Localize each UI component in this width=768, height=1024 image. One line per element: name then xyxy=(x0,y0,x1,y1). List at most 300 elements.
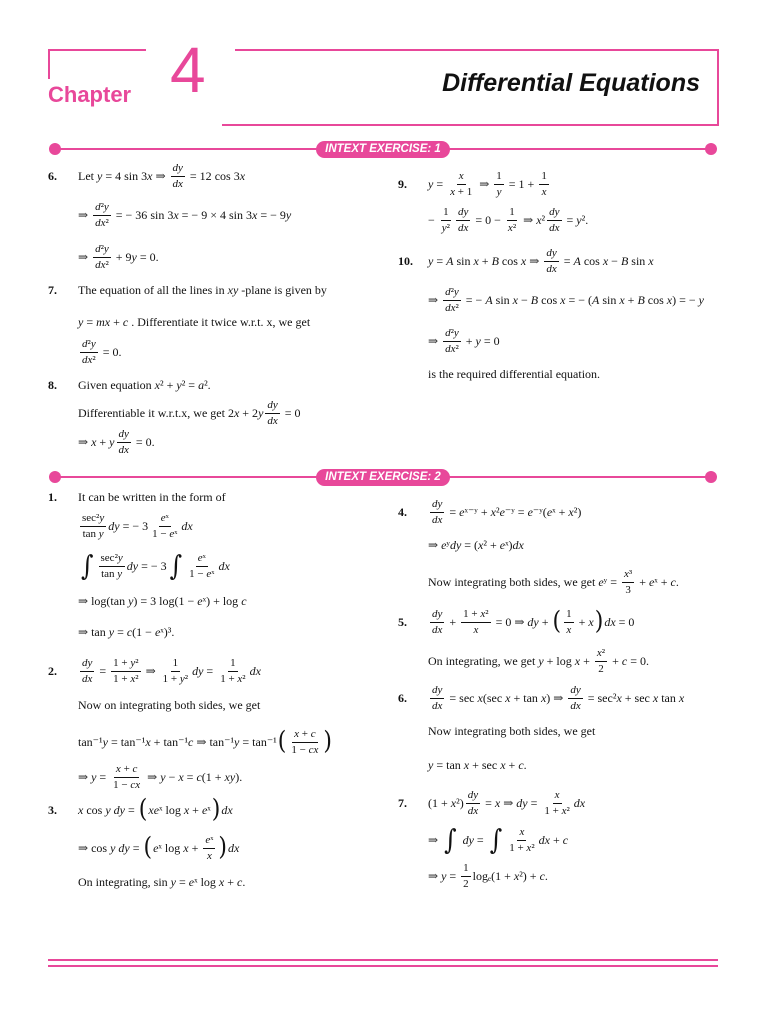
fraction-denominator xyxy=(430,623,444,637)
math-variable: d xyxy=(113,802,120,817)
math-variable: x xyxy=(494,795,501,810)
math-variable: x xyxy=(206,849,212,862)
text-run: The equation of all the lines in xyxy=(78,282,228,297)
fraction-numerator: 1 + y² xyxy=(111,657,140,672)
big-parenthesis: ) xyxy=(594,607,604,636)
math-variable: y xyxy=(178,161,183,174)
math-variable: x xyxy=(473,804,479,817)
math-function: sin xyxy=(124,168,139,183)
math-expression: ⇒ xyxy=(428,292,442,307)
fraction-numerator xyxy=(466,789,480,804)
text-run: Let xyxy=(78,168,97,183)
math-variable: y xyxy=(103,242,109,255)
math-variable: d xyxy=(82,353,88,366)
math-variable: y xyxy=(473,788,479,801)
fraction-denominator: 3 xyxy=(625,583,631,596)
math-variable: d xyxy=(462,832,469,847)
math-variable: x xyxy=(666,292,673,307)
math-variable: x xyxy=(507,221,513,234)
math-expression: (1 + x²) xyxy=(428,795,464,810)
math-variable: c xyxy=(237,874,243,889)
math-variable: x xyxy=(473,623,479,636)
math-variable: d xyxy=(549,205,555,218)
math-expression: y = 4 sin 3x ⇒ xyxy=(97,168,169,183)
fraction-numerator: x + c xyxy=(114,763,140,778)
math-variable: x xyxy=(255,663,261,678)
math-expression: ⇒ xyxy=(78,249,92,264)
math-expression: x cos y dy = xyxy=(78,802,138,817)
fraction xyxy=(80,338,98,366)
math-variable: y xyxy=(463,205,469,218)
math-variable: x xyxy=(173,207,179,222)
text-run: -plane is given by xyxy=(238,282,327,297)
section-divider-dot-right xyxy=(705,143,717,155)
math-expression: = 0 xyxy=(281,405,301,420)
math-variable: y xyxy=(130,656,136,669)
fraction-denominator: x² xyxy=(507,221,517,234)
integral-sign: ∫ xyxy=(444,823,457,857)
math-variable: x xyxy=(450,795,457,810)
math-variable: B xyxy=(620,253,629,268)
math-variable: y xyxy=(272,398,278,411)
fraction-denominator xyxy=(265,414,279,428)
math-variable: d xyxy=(228,840,235,855)
math-variable: d xyxy=(449,537,456,552)
math-variable: c xyxy=(539,868,545,883)
math-expression: eˣ log x + xyxy=(153,840,202,855)
fraction xyxy=(568,684,582,712)
math-variable: d xyxy=(445,326,451,339)
fraction-denominator: 1 − cx xyxy=(291,743,319,756)
math-variable: x xyxy=(294,727,299,740)
math-function: sin xyxy=(602,292,617,307)
fraction-denominator xyxy=(99,567,124,581)
fraction-numerator: d²y xyxy=(93,243,111,258)
text-run: . Differentiate it twice w.r.t. x, we get xyxy=(128,314,311,329)
fraction xyxy=(218,657,247,685)
math-variable: d xyxy=(95,200,101,213)
math-variable: y xyxy=(110,840,116,855)
math-variable: x xyxy=(87,672,93,685)
math-variable: x xyxy=(87,353,93,366)
fraction-numerator xyxy=(430,684,444,699)
math-function: sin xyxy=(456,253,471,268)
fraction-numerator xyxy=(117,428,131,443)
fraction-denominator xyxy=(430,699,444,713)
math-expression: eʸ = xyxy=(598,574,620,589)
math-variable: y xyxy=(232,282,239,297)
math-expression: x² + y² = a² xyxy=(154,377,208,392)
math-variable: x xyxy=(623,567,629,580)
math-function: sin xyxy=(150,207,165,222)
math-expression: y = mx + c xyxy=(78,314,129,329)
math-variable: d xyxy=(570,699,576,712)
fraction-numerator xyxy=(547,206,561,221)
math-expression: ⇒ log(tan y) = 3 log(1 − eˣ) + log c xyxy=(78,593,247,608)
math-variable: y xyxy=(179,672,185,685)
math-variable: e xyxy=(201,802,208,817)
fraction-numerator xyxy=(457,170,466,185)
chapter-number: 4 xyxy=(170,34,206,106)
math-variable: d xyxy=(457,221,464,234)
chapter-label: Chapter xyxy=(48,82,132,107)
math-variable: c xyxy=(621,653,628,668)
fraction-denominator xyxy=(564,623,573,637)
math-function: log xyxy=(222,593,239,608)
math-expression: ⇒ xyxy=(78,207,92,222)
math-function: log xyxy=(91,593,107,608)
math-variable: y xyxy=(105,802,111,817)
math-expression: dy = xyxy=(462,832,487,847)
math-variable: e xyxy=(527,504,533,519)
math-variable: x xyxy=(227,282,233,297)
math-variable: x xyxy=(100,216,106,229)
math-function: tan xyxy=(523,690,538,705)
section-divider-dot-left xyxy=(49,143,61,155)
math-variable: x xyxy=(540,690,547,705)
math-function: tan xyxy=(163,734,179,749)
math-variable: y xyxy=(575,683,581,696)
math-variable: e xyxy=(197,593,203,608)
math-variable: d xyxy=(118,443,124,456)
math-variable: d xyxy=(549,221,555,234)
math-variable: y xyxy=(132,558,139,573)
fraction-numerator: 1 xyxy=(228,657,238,672)
math-function: tan xyxy=(91,624,106,639)
math-variable: y xyxy=(496,185,502,198)
math-variable: x xyxy=(91,434,97,449)
math-function: sin xyxy=(631,253,646,268)
math-variable: d xyxy=(512,537,519,552)
math-expression: ⇒ x² xyxy=(520,212,546,227)
fraction-numerator: d²y xyxy=(443,327,461,342)
fraction-numerator xyxy=(430,608,444,623)
math-variable: c xyxy=(562,832,569,847)
math-variable: x xyxy=(648,253,654,268)
fraction-numerator xyxy=(544,247,558,262)
math-expression xyxy=(250,664,261,679)
math-variable: x xyxy=(237,672,243,685)
fraction xyxy=(80,657,94,685)
math-variable: e xyxy=(598,574,604,589)
math-variable: e xyxy=(499,504,505,519)
fraction-numerator: d²y xyxy=(93,201,111,216)
math-variable: x xyxy=(458,169,464,182)
math-variable: e xyxy=(197,551,203,564)
math-variable: y xyxy=(176,377,182,392)
math-variable: y xyxy=(538,653,544,668)
fraction-denominator: dx² xyxy=(82,353,96,366)
math-variable: e xyxy=(160,511,166,524)
integral-sign: ∫ xyxy=(169,549,183,583)
math-function: sin xyxy=(228,207,243,222)
math-function: sec xyxy=(481,757,498,772)
fraction-denominator xyxy=(430,513,444,527)
text-run: Differentiable it w.r.t.x, we get xyxy=(78,405,228,420)
math-variable: x xyxy=(437,513,443,526)
math-variable: d xyxy=(432,623,438,636)
math-variable: c xyxy=(310,727,316,740)
math-variable: c xyxy=(196,769,202,784)
math-variable: x xyxy=(551,262,557,275)
math-variable: x xyxy=(313,743,319,756)
math-variable: y xyxy=(455,537,462,552)
math-variable: e xyxy=(546,504,553,519)
math-variable: a xyxy=(198,377,205,392)
big-parenthesis: ( xyxy=(277,727,287,756)
math-variable: y xyxy=(198,663,204,678)
math-variable: y xyxy=(533,614,539,629)
math-expression: xeˣ log x + eˣ xyxy=(148,802,211,817)
text-run: . xyxy=(207,377,211,392)
math-variable: x xyxy=(183,802,190,817)
math-variable: d xyxy=(249,663,256,678)
fraction-denominator xyxy=(80,672,94,686)
math-variable: e xyxy=(441,537,447,552)
math-variable: c xyxy=(132,762,138,775)
math-expression: = y². xyxy=(563,212,589,227)
math-variable: e xyxy=(205,833,211,846)
math-variable: x xyxy=(505,690,511,705)
math-variable: x xyxy=(568,504,574,519)
math-variable: x xyxy=(566,623,572,636)
fraction xyxy=(93,201,111,229)
math-expression: ⇒ xyxy=(428,832,442,847)
math-variable: y xyxy=(87,656,93,669)
fraction-numerator: sec²y xyxy=(80,512,106,527)
fraction-denominator: 1 + x² xyxy=(544,804,570,817)
header-frame-bottom xyxy=(222,124,719,126)
math-expression: + c = 0. xyxy=(609,653,649,668)
math-variable: d xyxy=(527,614,534,629)
fraction-denominator: 2 xyxy=(463,877,469,890)
integral-sign: ∫ xyxy=(489,823,503,857)
math-variable: d xyxy=(95,216,101,229)
math-expression: tan⁻¹y = tan⁻¹x + tan⁻¹c ⇒ tan⁻¹y = tan⁻¹ xyxy=(78,734,277,749)
math-expression: logₑ(1 + x²) + c. xyxy=(472,868,548,883)
fraction-numerator xyxy=(80,657,94,672)
math-expression: ⇒ y = xyxy=(428,868,460,883)
math-expression: + x xyxy=(575,614,594,629)
fraction xyxy=(542,789,571,817)
math-variable: x xyxy=(478,537,484,552)
math-variable: y xyxy=(99,511,105,524)
math-function: cos xyxy=(91,840,108,855)
math-function: log xyxy=(556,653,572,668)
math-variable: x xyxy=(541,185,547,198)
fraction-denominator xyxy=(205,849,214,863)
math-expression: = eˣ⁻ʸ + x²e⁻ʸ = e⁻ʸ(eˣ + x²) xyxy=(446,504,582,519)
math-expression: ⇒ xyxy=(428,333,442,348)
fraction-numerator: x² xyxy=(595,647,607,662)
math-function: tan xyxy=(101,567,115,580)
math-variable: x xyxy=(463,221,469,234)
math-function: tan xyxy=(446,757,461,772)
math-variable: y xyxy=(90,337,96,350)
fraction-numerator: 1 + x² xyxy=(461,608,490,623)
math-function: sin xyxy=(153,874,168,889)
math-variable: e xyxy=(206,567,212,580)
footer-rule-bottom xyxy=(48,965,718,967)
math-expression: = x ⇒ dy = xyxy=(482,795,541,810)
fraction-denominator: dx² xyxy=(95,216,109,229)
math-expression: + xyxy=(446,614,460,629)
math-variable: d xyxy=(467,804,474,817)
fraction-numerator xyxy=(568,684,582,699)
math-expression: ⇒ xyxy=(142,663,159,678)
math-variable: y xyxy=(437,607,443,620)
math-variable: x xyxy=(513,868,520,883)
math-function: tan xyxy=(661,690,676,705)
math-variable: y xyxy=(229,769,236,784)
math-variable: d xyxy=(538,832,545,847)
math-variable: x xyxy=(518,537,524,552)
math-variable: x xyxy=(544,832,550,847)
fraction-numerator: 1 xyxy=(441,206,451,221)
math-variable: x xyxy=(616,690,622,705)
math-variable: c xyxy=(126,624,133,639)
math-variable: y xyxy=(554,205,560,218)
math-variable: d xyxy=(267,398,273,411)
math-function: log xyxy=(200,874,216,889)
math-function: log xyxy=(165,802,181,817)
math-variable: x xyxy=(480,607,486,620)
math-variable: d xyxy=(445,285,451,298)
math-variable: x xyxy=(115,762,121,775)
math-function: sec xyxy=(100,551,115,564)
fraction-numerator: 1 xyxy=(564,608,574,623)
fraction-denominator: 1 − eˣ xyxy=(152,527,178,540)
math-variable: x xyxy=(130,672,136,685)
math-variable: x xyxy=(154,377,160,392)
math-expression: dy = − 3 xyxy=(126,558,167,573)
math-variable: x xyxy=(233,405,240,420)
fraction xyxy=(506,206,518,234)
math-variable: x xyxy=(520,253,527,268)
math-expression: y = A sin x + B cos x ⇒ xyxy=(428,253,543,268)
math-function: sin xyxy=(495,292,510,307)
math-variable: x xyxy=(500,757,506,772)
fraction xyxy=(111,657,140,685)
fraction-denominator xyxy=(495,185,504,199)
fraction-numerator: 1 xyxy=(171,657,181,672)
math-expression: = − 36 sin 3x = − 9 × 4 sin 3x = − 9y xyxy=(112,207,292,222)
fraction-denominator: x + 1 xyxy=(450,185,473,198)
text-run: Now integrating both sides, we get xyxy=(428,574,599,589)
math-variable: y xyxy=(119,802,125,817)
fraction xyxy=(461,608,490,636)
math-variable: d xyxy=(218,558,225,573)
section-divider-dot-left xyxy=(49,471,61,483)
math-variable: c xyxy=(122,314,129,329)
math-variable: y xyxy=(117,551,123,564)
fraction xyxy=(203,834,215,862)
header-frame-right-top xyxy=(235,49,719,51)
math-expression: = 0. xyxy=(132,434,155,449)
math-expression: y + log x + xyxy=(538,653,593,668)
math-variable: d xyxy=(108,518,115,533)
math-variable: e xyxy=(648,574,655,589)
math-variable: y xyxy=(91,769,97,784)
fraction-denominator xyxy=(540,185,549,199)
math-expression: 2x + 2y xyxy=(227,405,264,420)
math-variable: x xyxy=(575,699,581,712)
math-variable: d xyxy=(467,788,474,801)
math-variable: e xyxy=(499,537,506,552)
math-variable: y xyxy=(103,200,109,213)
math-variable: y xyxy=(475,333,481,348)
math-function: tan xyxy=(82,527,97,540)
fraction-numerator xyxy=(517,826,526,841)
math-variable: x xyxy=(104,314,111,329)
math-expression: = 1 + xyxy=(505,176,538,191)
math-variable: d xyxy=(82,656,88,669)
fraction xyxy=(456,206,470,234)
math-variable: d xyxy=(118,427,124,440)
math-expression: ⇒ eʸdy = (x² + eˣ)dx xyxy=(428,537,524,552)
section-title-badge: INTEXT EXERCISE: 1 xyxy=(316,141,450,158)
text-run: Now integrating both sides, we get xyxy=(428,723,596,738)
fraction-numerator: 1 xyxy=(507,206,517,221)
math-variable: d xyxy=(457,205,464,218)
math-variable: x xyxy=(652,690,659,705)
big-parenthesis: ( xyxy=(143,833,153,862)
math-function: tan xyxy=(78,734,93,749)
math-variable: x xyxy=(490,504,496,519)
math-expression xyxy=(228,841,239,856)
math-variable: x xyxy=(450,301,456,314)
math-expression: y = tan x + sec x + c. xyxy=(428,757,527,772)
math-variable: x xyxy=(579,795,586,810)
math-expression: ⇒ y = xyxy=(78,769,110,784)
math-expression: = 0. xyxy=(99,344,122,359)
math-variable: y xyxy=(170,874,176,889)
math-variable: x xyxy=(450,185,455,198)
math-function: cos xyxy=(86,802,103,817)
math-variable: d xyxy=(546,246,552,259)
header-frame-right-side xyxy=(717,49,719,126)
fraction-denominator: 2 xyxy=(598,662,604,675)
math-variable: y xyxy=(453,285,459,298)
fraction-numerator: 1 xyxy=(461,862,471,877)
fraction xyxy=(161,657,190,685)
math-variable: B xyxy=(530,292,539,307)
math-variable: A xyxy=(446,253,454,268)
big-parenthesis: ) xyxy=(211,795,221,824)
math-expression: ⇒ cos y dy = xyxy=(78,840,143,855)
fraction xyxy=(547,206,561,234)
math-variable: y xyxy=(428,757,434,772)
math-variable: d xyxy=(432,699,438,712)
fraction-denominator: dx² xyxy=(445,342,459,355)
fraction-numerator: sec²y xyxy=(99,552,125,567)
math-variable: e xyxy=(459,504,465,519)
chapter-title: Differential Equations xyxy=(442,69,700,97)
math-variable: x xyxy=(145,734,151,749)
math-variable: x xyxy=(227,802,233,817)
fraction-denominator: dx² xyxy=(445,301,459,314)
math-expression xyxy=(181,519,192,534)
section-divider-dot-right xyxy=(705,471,717,483)
text-run: On integrating, we get xyxy=(428,653,539,668)
math-function: tan xyxy=(120,734,136,749)
math-expression: y = xyxy=(428,176,447,191)
math-variable: x xyxy=(135,778,141,791)
fraction xyxy=(440,206,452,234)
fraction-denominator xyxy=(471,623,480,637)
fraction-denominator: 1 + x² xyxy=(220,672,246,685)
fraction-denominator xyxy=(117,443,131,457)
